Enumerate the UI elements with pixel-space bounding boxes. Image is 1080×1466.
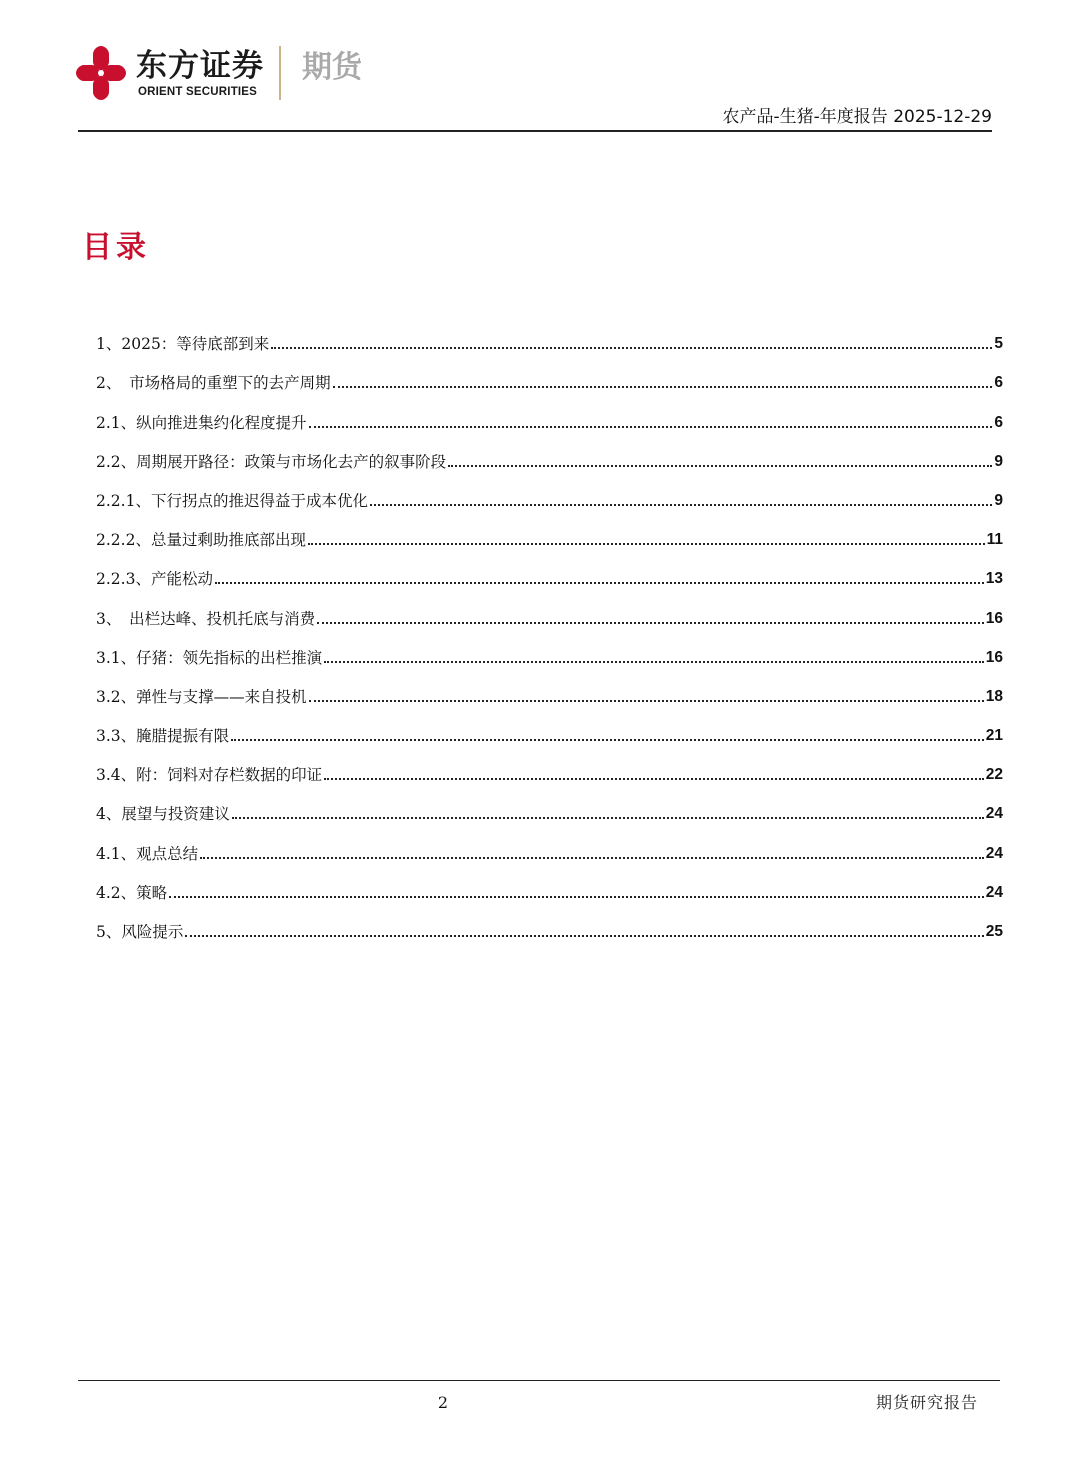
toc-entry[interactable] [96,865,1003,904]
logo-english-name: ORIENT SECURITIES [138,86,258,98]
table-of-contents [96,316,1003,943]
toc-entry-page: 9 [994,452,1003,470]
toc-dot-leader [333,386,993,388]
toc-entry-page: 11 [986,531,1003,549]
toc-entry-page: 22 [985,766,1003,784]
toc-entry[interactable] [96,473,1003,512]
toc-entry[interactable] [96,708,1003,747]
toc-entry-label: 3.3、腌腊提振有限 [96,727,230,746]
footer-report-type: 期货研究报告 [875,1393,978,1412]
toc-entry-label: 1、2025：等待底部到来 [96,335,270,354]
toc-entry-page: 16 [985,609,1003,627]
toc-entry[interactable] [96,512,1003,551]
toc-dot-leader [448,465,992,467]
toc-dot-leader [185,935,983,937]
toc-entry-page: 18 [985,687,1003,705]
footer-divider [78,1380,1000,1381]
toc-entry-label: 2.2、周期展开路径：政策与市场化去产的叙事阶段 [96,452,447,471]
toc-title: 目录 [82,230,150,265]
toc-entry-label: 2、 市场格局的重塑下的去产周期 [96,374,331,393]
toc-entry-label: 5、风险提示 [96,923,184,941]
toc-entry-label: 3.2、弹性与支撑——来自投机 [96,687,307,706]
toc-dot-leader [169,896,984,898]
toc-entry[interactable] [96,434,1003,473]
toc-entry[interactable] [96,355,1003,394]
toc-entry-page: 25 [985,923,1003,940]
toc-entry[interactable] [96,630,1003,669]
toc-entry[interactable] [96,316,1003,355]
toc-entry-page: 13 [985,570,1003,588]
toc-entry[interactable] [96,747,1003,786]
toc-entry-label: 4、展望与投资建议 [96,805,230,824]
toc-entry-page: 24 [985,805,1003,823]
company-logo [74,44,454,106]
toc-dot-leader [308,543,985,545]
toc-dot-leader [309,426,993,428]
toc-dot-leader [231,739,984,741]
toc-entry-page: 6 [994,374,1003,392]
toc-entry-page: 9 [994,491,1003,509]
toc-entry-label: 3.4、附：饲料对存栏数据的印证 [96,766,323,785]
report-subtitle: 农产品-生猪-年度报告 2025-12-29 [722,107,992,127]
toc-dot-leader [271,347,992,349]
toc-entry-page: 24 [985,883,1003,901]
toc-entry[interactable] [96,394,1003,433]
page-number: 2 [437,1393,449,1412]
toc-dot-leader [370,504,992,506]
toc-dot-leader [317,622,984,624]
toc-dot-leader [324,778,984,780]
header-divider [78,130,992,132]
toc-entry-page: 5 [994,335,1003,353]
logo-division: 期货 [302,50,362,85]
toc-entry[interactable] [96,551,1003,590]
toc-entry-label: 3.1、仔猪：领先指标的出栏推演 [96,648,323,667]
toc-dot-leader [215,582,984,584]
toc-entry-label: 3、 出栏达峰、投机托底与消费 [96,609,316,628]
toc-dot-leader [309,700,984,702]
toc-dot-leader [324,661,984,663]
toc-entry[interactable] [96,786,1003,825]
toc-entry-page: 6 [994,413,1003,431]
toc-dot-leader [200,857,984,859]
logo-chinese-name: 东方证券 [136,48,264,84]
toc-entry-label: 2.2.1、下行拐点的推迟得益于成本优化 [96,491,368,510]
toc-entry[interactable] [96,669,1003,708]
logo-divider [279,46,281,100]
toc-entry[interactable] [96,904,1003,943]
toc-entry-label: 2.2.3、产能松动 [96,570,213,589]
toc-entry-label: 2.1、纵向推进集约化程度提升 [96,413,307,432]
toc-dot-leader [232,817,984,819]
toc-entry-page: 21 [985,727,1003,745]
toc-entry[interactable] [96,825,1003,864]
toc-entry-label: 4.2、策略 [96,883,168,902]
toc-entry-page: 24 [985,844,1003,862]
toc-entry-label: 2.2.2、总量过剩助推底部出现 [96,531,306,550]
toc-entry-page: 16 [985,648,1003,666]
orient-logo-icon [74,44,128,102]
toc-entry[interactable] [96,590,1003,629]
toc-entry-label: 4.1、观点总结 [96,844,199,863]
